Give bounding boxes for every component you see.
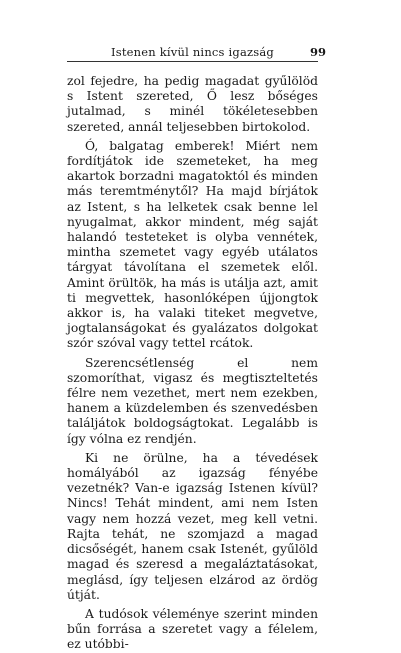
page-header — [67, 45, 326, 62]
paragraph-4: Ki ne örülne, ha a tévedések homályából az igazság fényébe vezetnék? Van-e igazság Istenen kívül? Nincs! Tehát mindent, ami nem Isten vagy nem hozzá vezet, meg kell vetni. Rajta tehát, ne szomjazd a magad dicsőségét, hanem csak Istenét, gyűlöld magad és szeresd a megaláztatásokat, meglásd, így teljesen elzárod az ördög útját. — [67, 450, 318, 602]
paragraph-1: zol fejedre, ha pedig magadat gyűlölöd s Istent szereted, Ő lesz bőséges jutalmad, s minél tökéletesebben szereted, annál teljesebben birtokolod. — [67, 74, 318, 134]
body-text — [67, 74, 318, 653]
paragraph-3: Szerencsétlenség el nem szomoríthat, vigasz és megtiszteltetés félre nem vezethet, mert nem ezekben, hanem a küzdelemben és szenvedésben találjátok boldogságtokat. Legalább is így vólna ez rendjén. — [67, 355, 318, 446]
running-title: Istenen kívül nincs igazság — [111, 45, 274, 59]
paragraph-5: A tudósok véleménye szerint minden bűn forrása a szeretet vagy a félelem, ez utóbbi- — [67, 606, 318, 652]
page-number: 99 — [309, 45, 326, 59]
paragraph-2: Ó, balgatag emberek! Miért nem fordítjátok ide szemeteket, ha meg akartok borzadni magatoktól és minden más teremtménytől? Ha majd bírjátok az Istent, s ha lelketek csak benne lel nyugalmat, akkor mindent, még saját halandó testeteket is olyba vennétek, mintha szemetet vagy egyéb utálatos tárgyat távolítana el szemetek elől. Amint örültök, ha más is utálja azt, amit ti megvettek, hasonlóképen újjongtok akkor is, ha valaki titeket megvetve, jogtalanságokat és gyalázatos dolgokat szór szóval vagy tettel rcátok. — [67, 138, 318, 351]
